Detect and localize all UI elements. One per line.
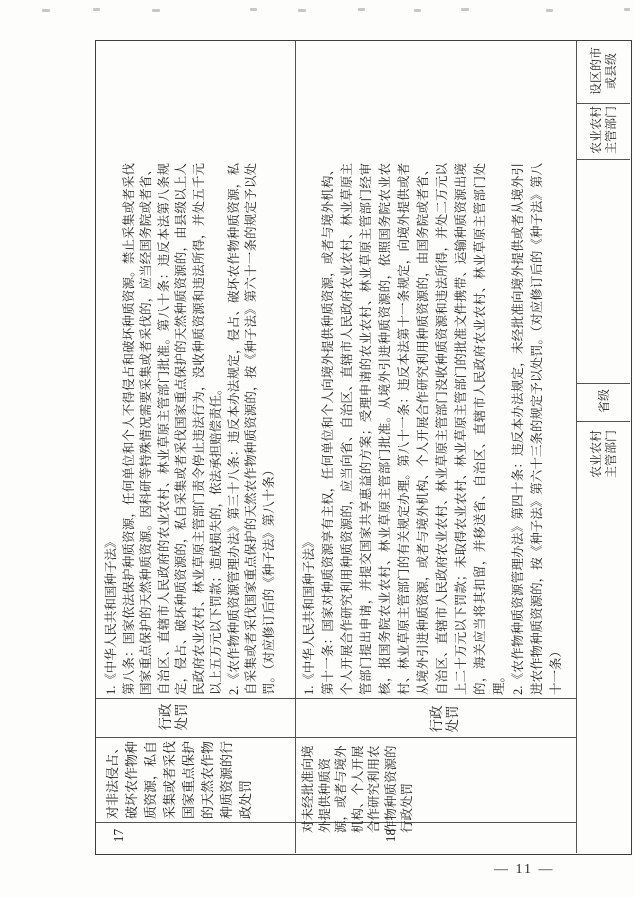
row-18-penalty-type	[428, 702, 462, 736]
row-18-department	[578, 422, 630, 486]
scan-artifact	[546, 9, 553, 12]
violation-text: 对非法侵占、破坏农作物种质资源，私自采集或者采伐国家重点保护的天然农作物种质资源的行政处罚	[105, 740, 253, 819]
row-18-legal-basis	[300, 163, 566, 695]
row-18-level	[578, 384, 630, 418]
penalty-type-label: 行政处罚	[429, 705, 460, 733]
scan-artifact	[358, 8, 365, 11]
level-label: 设区的市或县级	[589, 47, 618, 96]
table-rule	[295, 41, 296, 853]
penalty-type-label: 行政处罚	[158, 703, 189, 731]
scan-artifact	[250, 8, 257, 11]
table-rule	[576, 41, 577, 853]
violation-text: 对未经批准向境外提供种质资源，或者与境外机构、个人开展合作研究利用农作物种质资源的行政处罚	[301, 745, 414, 833]
legal-basis-text: 1.《中华人民共和国种子法》 第十一条：国家对种质资源享有主权，任何单位和个人向境外提供种质资源，或者与境外机构、个人开展合作研究利用种质资源的，应当向省、自治区、直辖市人民政府农业农村、林业草原主管部门提出申请，并提交国家共享惠益的方案；受理申请的农业农村、林业草原主管部门经审核，报国务院农业农村、林业草原主管部门批准。从境外引进种质资源的，依照国务院农业农村、林业草原主管部门的有关规定办理。第八十一条：违反本法第十一条规定，向境外提供或者从境外引进种质资源，或者与境外机构、个人开展合作研究利用种质资源的，由国务院或者省、自治区、直辖市人民政府农业农村、林业草原主管部门没收种质资源和违法所得，并处二万元以上二十万元以下罚款；未取得农业农村、林业草原主管部门的批准文件携带、运输种质资源出境的，海关应当将其扣留，并移送省、自治区、直辖市人民政府农业农村、林业草原主管部门处理。 2.《农作物种质资源管理办法》第四十条：违反本办法规定，未经批准向境外提供或者从境外引进农作物种质资源的，按《种子法》第六十三条的规定予以处罚。（对应修订后的《种子法》第八十一条）	[302, 163, 563, 695]
seq-number: 18	[383, 828, 398, 843]
row-17-level	[578, 42, 630, 100]
scan-artifact	[93, 8, 100, 11]
department-label: 农业农村主管部门	[589, 430, 618, 479]
table-rule	[576, 159, 630, 160]
seq-number: 17	[111, 828, 126, 843]
table-rule	[96, 698, 576, 699]
row-17-department	[578, 104, 630, 156]
row-17-violation	[103, 739, 290, 819]
table-rule	[96, 737, 576, 738]
scan-artifact	[298, 9, 306, 12]
row-18-seq	[379, 823, 403, 848]
scan-artifact	[152, 9, 160, 12]
row-18-violation	[300, 739, 550, 833]
scan-artifact	[42, 9, 50, 12]
row-17-legal-basis	[103, 163, 293, 695]
page-number: — 11 —	[494, 862, 555, 877]
row-17-penalty-type	[157, 700, 191, 734]
scan-artifact	[461, 8, 469, 11]
row-17-seq	[107, 823, 131, 848]
scan-artifact	[624, 8, 630, 11]
scan-artifact	[414, 9, 421, 12]
department-label: 农业农村主管部门	[589, 106, 618, 155]
legal-basis-text: 1.《中华人民共和国种子法》 第八条：国家依法保护种质资源，任何单位和个人不得侵占和破坏种质资源。禁止采集或者采伐国家重点保护的天然种质资源。因科研等特殊情况需要采集或者采伐的，应当经国务院或者省、自治区、直辖市人民政府的农业农村、林业草原主管部门批准。第八十条：违反本法第八条规定，侵占、破坏种质资源的，私自采集或者采伐国家重点保护的天然种质资源的，由县级以上人民政府农业农村、林业草原主管部门责令停止违法行为，没收种质资源和违法所得，并处五千元以上五万元以下罚款；造成损失的，依法承担赔偿责任。 2.《农作物种质资源管理办法》第三十八条：违反本办法规定，侵占、破坏农作物种质资源，私自采集或者采伐国家重点保护的天然农作物种质资源的，按《种子法》第六十一条的规定予以处罚。（对应修订后的《种子法》第八十条）	[104, 163, 276, 695]
level-label: 省级	[596, 389, 611, 414]
